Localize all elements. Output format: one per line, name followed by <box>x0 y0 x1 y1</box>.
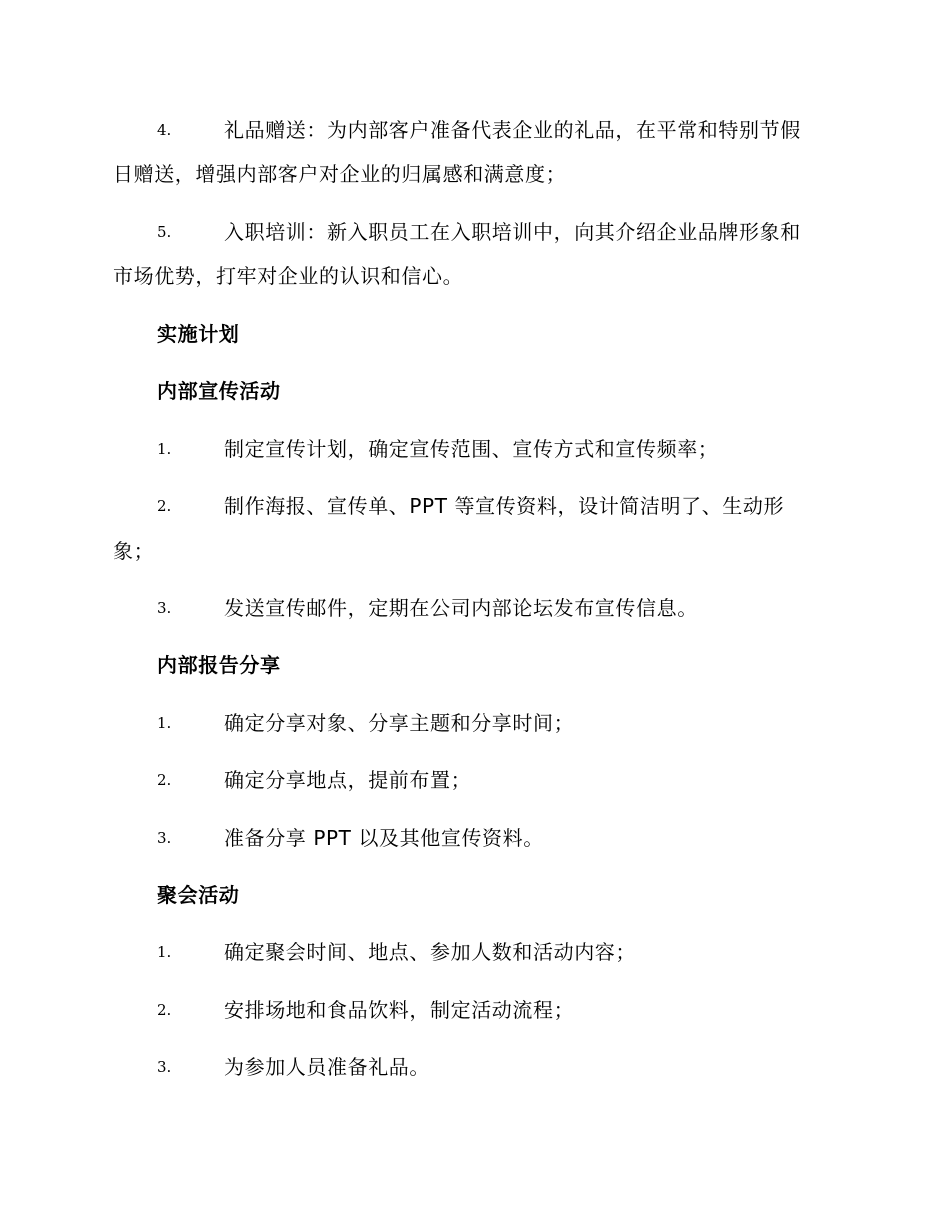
list-item-text: 确定分享对象、分享主题和分享时间； <box>224 711 575 735</box>
list-item-text: 确定分享地点，提前布置； <box>224 768 472 792</box>
list-number: 2. <box>157 771 172 789</box>
list-number: 1. <box>157 440 172 458</box>
list-item-text: 制定宣传计划，确定宣传范围、宣传方式和宣传频率； <box>224 437 719 461</box>
list-item-text: 发送宣传邮件，定期在公司内部论坛发布宣传信息。 <box>224 596 698 620</box>
list-item-text: 制作海报、宣传单、PPT 等宣传资料，设计简洁明了、生动形 <box>224 494 785 518</box>
list-item-text-continued: 日赠送，增强内部客户对企业的归属感和满意度； <box>113 162 567 186</box>
list-number: 2. <box>157 1001 172 1019</box>
list-item-text-continued: 象； <box>113 539 155 563</box>
list-item-text: 确定聚会时间、地点、参加人数和活动内容； <box>224 940 636 964</box>
list-number: 2. <box>157 497 172 515</box>
subsection-title-internal-promo: 内部宣传活动 <box>157 379 281 403</box>
list-number: 1. <box>157 714 172 732</box>
list-item-text: 为参加人员准备礼品。 <box>224 1055 430 1079</box>
list-item-text: 准备分享 PPT 以及其他宣传资料。 <box>224 826 544 850</box>
list-number: 1. <box>157 943 172 961</box>
list-number: 3. <box>157 599 172 617</box>
list-number: 5. <box>157 223 172 241</box>
list-number: 3. <box>157 829 172 847</box>
section-title: 实施计划 <box>157 322 240 346</box>
subsection-title-gathering: 聚会活动 <box>157 883 240 907</box>
list-number: 4. <box>157 121 172 139</box>
list-item-text: 安排场地和食品饮料，制定活动流程； <box>224 998 575 1022</box>
list-item-text: 入职培训：新入职员工在入职培训中，向其介绍企业品牌形象和 <box>224 220 801 244</box>
list-item-text-continued: 市场优势，打牢对企业的认识和信心。 <box>113 264 464 288</box>
subsection-title-report-share: 内部报告分享 <box>157 653 281 677</box>
list-number: 3. <box>157 1058 172 1076</box>
list-item-text: 礼品赠送：为内部客户准备代表企业的礼品，在平常和特别节假 <box>224 118 801 142</box>
